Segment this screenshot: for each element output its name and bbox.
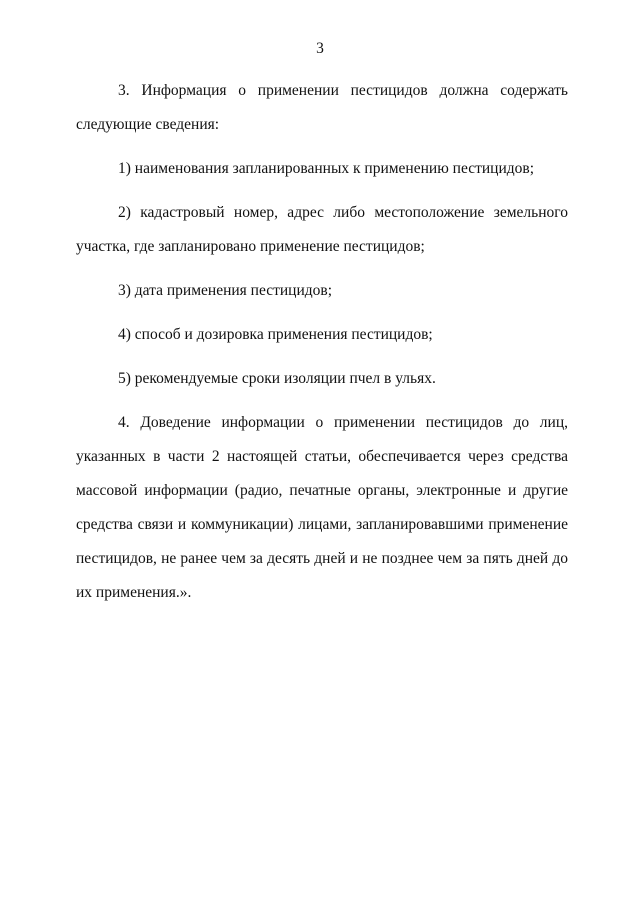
list-item-1: 1) наименования запланированных к применению пестицидов; [118, 160, 535, 177]
document-body [76, 74, 568, 620]
paragraph-item-3: 3. Информация о применении пестицидов должна содержать следующие сведения: [76, 82, 568, 133]
list-item-2: 2) кадастровый номер, адрес либо местоположение земельного участка, где запланировано применение пестицидов; [76, 204, 568, 255]
list-item-4: 4) способ и дозировка применения пестицидов; [118, 326, 433, 343]
list-item-5: 5) рекомендуемые сроки изоляции пчел в ульях. [118, 370, 436, 387]
list-item-3: 3) дата применения пестицидов; [118, 282, 333, 299]
page-number: 3 [316, 40, 324, 57]
paragraph-item-4: 4. Доведение информации о применении пестицидов до лиц, указанных в части 2 настоящей статьи, обеспечивается через средства массовой информации (радио, печатные органы, электронные и другие средства связи и коммуникации) лицами, запланировавшими применение пестицидов, не ранее чем за десять дней и не позднее чем за пять дней до их применения.». [76, 414, 568, 601]
